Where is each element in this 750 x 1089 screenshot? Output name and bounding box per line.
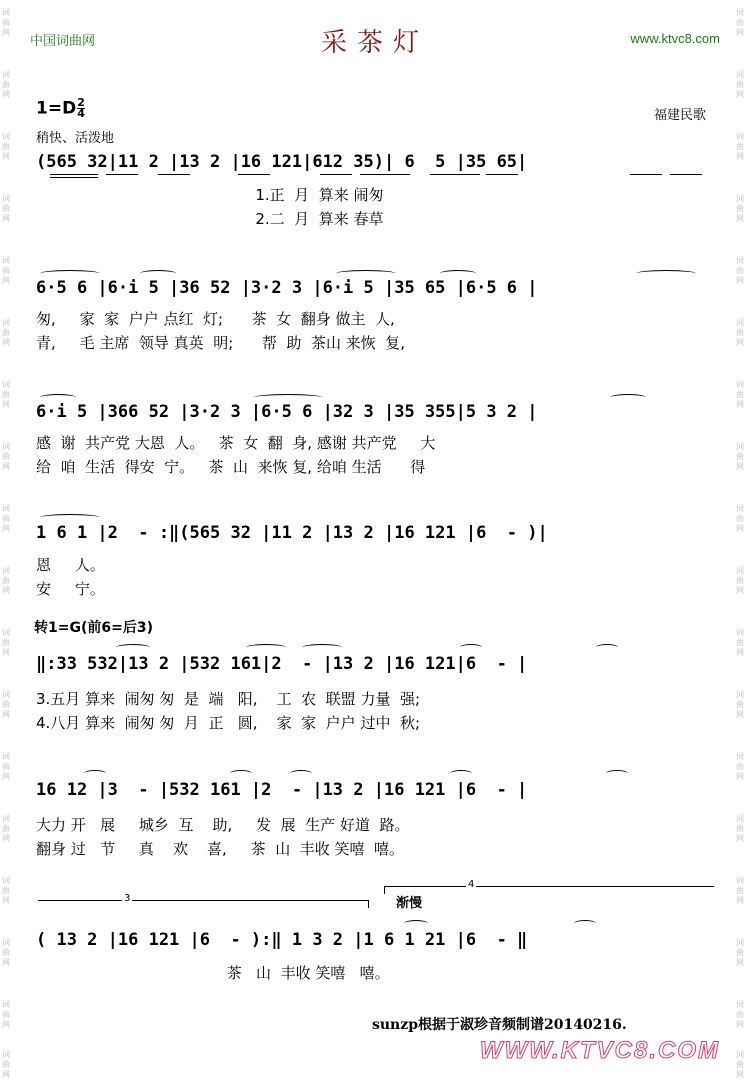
lyric-line-3a: 感 谢 共产党 大恩 人。 茶 女 翻 身, 感谢 共产党 大 [36,434,436,452]
site-name-left[interactable]: 中国词曲网 [30,34,96,49]
watermark-left-8: 词曲网 [2,442,10,471]
watermark-left-9: 词曲网 [2,504,10,533]
watermark-left-10: 词曲网 [2,566,10,595]
watermark-right-4: 词曲网 [736,194,744,223]
lyric-line-6a: 大力 开 展 城乡 互 助, 发 展 生产 好道 路。 [36,816,410,834]
watermark-right-17: 词曲网 [736,1000,744,1029]
first-ending-number: 3 [124,893,131,904]
lyric-line-5a: 3.五月 算来 闹匆 匆 是 端 阳, 工 农 联盟 力量 强; [36,690,421,708]
key-label: 1=D [36,98,77,119]
watermark-left-3: 词曲网 [2,132,10,161]
watermark-right-11: 词曲网 [736,628,744,657]
watermark-left-6: 词曲网 [2,318,10,347]
watermark-right-14: 词曲网 [736,814,744,843]
underline [158,174,190,175]
watermark-right-15: 词曲网 [736,876,744,905]
slur [302,644,342,651]
site-logo[interactable]: WWW.KTVC8.COM [479,1037,720,1064]
watermark-left-17: 词曲网 [2,1000,10,1029]
slur [254,394,322,401]
modulation-marking: 转1=G(前6=后3) [34,620,153,636]
underline [320,174,352,175]
watermark-right-18: 词曲网 [736,1050,744,1079]
slur [290,770,312,777]
underline [106,174,138,175]
watermark-left-11: 词曲网 [2,628,10,657]
watermark-left-1: 词曲网 [2,8,10,37]
score-line-6: 16 12 |3 - |532 161 |2 - |13 2 |16 121 |6 - | [36,780,528,800]
lyric-line-5b: 4.八月 算来 闹匆 匆 月 正 圆, 家 家 户户 过中 秋; [36,714,421,732]
slur [40,270,100,277]
lyric-line-3b: 给 咱 生活 得安 宁。 茶 山 来恢 复, 给咱 生活 得 [36,458,426,476]
first-ending-bracket [38,900,368,901]
watermark-left-7: 词曲网 [2,380,10,409]
slur [606,770,628,777]
score-line-7: ( 13 2 |16 121 |6 - ):‖ 1 3 2 |1 6 1 21 |6 - ‖ [36,930,528,950]
underline [238,174,270,175]
time-signature [77,98,85,119]
slur [404,920,428,927]
time-bottom: 4 [77,107,85,120]
slur [636,270,696,277]
watermark-right-10: 词曲网 [736,566,744,595]
tempo-marking: 稍快、活泼地 [36,131,115,146]
watermark-right-13: 词曲网 [736,752,744,781]
lyric-line-4a: 恩 人。 [36,556,105,574]
underline [430,174,480,175]
slur [40,394,76,401]
song-origin: 福建民歌 [653,108,706,123]
watermark-left-13: 词曲网 [2,752,10,781]
lyric-line-2a: 匆, 家 家 户户 点红 灯; 茶 女 翻身 做主 人, [36,310,395,328]
underline [486,174,518,175]
watermark-left-5: 词曲网 [2,256,10,285]
slur [246,644,286,651]
transcription-credit: sunzp根据于淑珍音频制谱20140216. [372,1017,627,1033]
watermark-left-4: 词曲网 [2,194,10,223]
slur [450,770,472,777]
watermark-right-2: 词曲网 [736,70,744,99]
underline [50,177,98,178]
slur [440,270,476,277]
second-ending-tick [384,886,385,894]
watermark-right-7: 词曲网 [736,380,744,409]
slur [574,920,596,927]
watermark-left-2: 词曲网 [2,70,10,99]
score-line-1: (565 32|11 2 |13 2 |16 121|612 35)| 6 5 |35 65| [36,152,528,172]
watermark-right-5: 词曲网 [736,256,744,285]
lyric-line-1b: 2.二 月 算来 春草 [36,210,384,228]
score-line-4: 1 6 1 |2 - :‖(565 32 |11 2 |13 2 |16 121 |6 - )| [36,523,548,543]
watermark-left-16: 词曲网 [2,938,10,967]
score-line-3: 6·i 5 |366 52 |3·2 3 |6·5 6 |32 3 |35 355|5 3 2 | [36,402,538,422]
watermark-left-18: 词曲网 [2,1050,10,1079]
watermark-right-6: 词曲网 [736,318,744,347]
slur [40,514,100,521]
slur [336,270,396,277]
watermark-right-16: 词曲网 [736,938,744,967]
slur [84,770,106,777]
tempo-change-marking: 渐慢 [396,896,423,911]
key-signature [36,98,85,119]
second-ending-bracket [384,886,714,887]
watermark-right-8: 词曲网 [736,442,744,471]
watermark-right-12: 词曲网 [736,690,744,719]
first-ending-tick [368,900,369,908]
underline [360,174,410,175]
lyric-line-2b: 青, 毛 主席 领导 真英 明; 帮 助 茶山 来恢 复, [36,334,406,352]
watermark-right-9: 词曲网 [736,504,744,533]
underline [670,174,702,175]
slur [116,644,150,651]
watermark-left-14: 词曲网 [2,814,10,843]
score-line-2: 6·5 6 |6·i 5 |36 52 |3·2 3 |6·i 5 |35 65 |6·5 6 | [36,278,538,298]
slur [610,394,646,401]
song-title: 采茶灯 [320,28,429,58]
slur [230,770,252,777]
time-top: 2 [77,96,85,109]
watermark-right-3: 词曲网 [736,132,744,161]
slur [140,270,176,277]
lyric-line-6b: 翻身 过 节 真 欢 喜, 茶 山 丰收 笑嘻 嘻。 [36,840,405,858]
second-ending-number: 4 [468,879,475,890]
lyric-line-7a: 茶 山 丰收 笑嘻 嘻。 [36,964,390,982]
watermark-right-1: 词曲网 [736,8,744,37]
slur [460,644,482,651]
underline [630,174,662,175]
lyric-line-1a: 1.正 月 算来 闹匆 [36,186,384,204]
score-line-5: ‖:33 532|13 2 |532 161|2 - |13 2 |16 121|6 - | [36,654,528,674]
lyric-line-4b: 安 宁。 [36,580,105,598]
underline [50,174,98,175]
watermark-left-15: 词曲网 [2,876,10,905]
slur [596,644,618,651]
watermark-left-12: 词曲网 [2,690,10,719]
site-url-right[interactable]: www.ktvc8.com [630,31,720,46]
